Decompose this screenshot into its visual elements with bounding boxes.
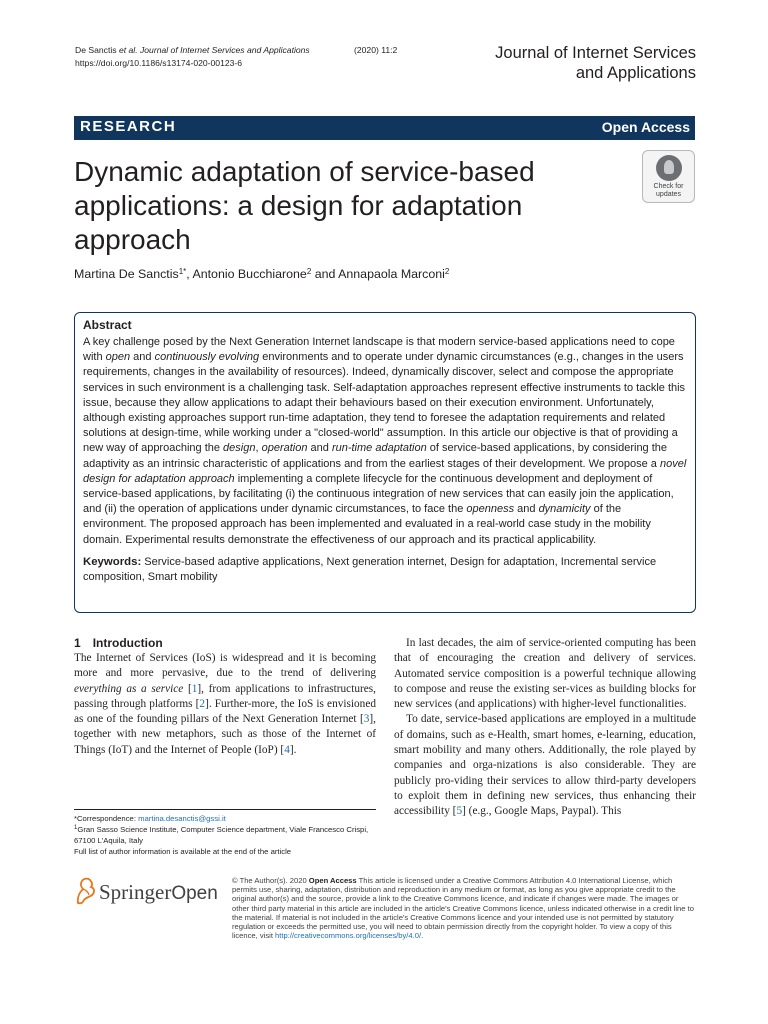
abstract-text-run: and: [307, 442, 332, 455]
citation-journal: Journal of Internet Services and Applications: [139, 45, 310, 55]
citation-link[interactable]: 5: [456, 805, 463, 818]
text-run: The Internet of Services (IoS) is widespread and it is becoming more and more pervasive, due to the trend of delivering: [74, 652, 376, 680]
license-text-run: .: [421, 931, 424, 941]
check-for-updates-icon: [656, 155, 682, 181]
citation-link[interactable]: 3: [363, 713, 370, 726]
springer-horse-icon: [74, 876, 96, 906]
check-for-updates-line2: updates: [656, 191, 681, 198]
license-open-access: Open Access: [308, 876, 357, 885]
body-column-right: [394, 636, 696, 820]
italic-run: everything as a service: [74, 682, 184, 695]
footnote-divider: [74, 809, 376, 810]
citation-link[interactable]: 1: [191, 682, 198, 695]
publisher-wordmark: [99, 880, 218, 905]
journal-name: [495, 43, 696, 83]
affiliation-sup: 1: [74, 825, 78, 831]
check-for-updates-label: [643, 183, 694, 199]
keywords-label: Keywords:: [83, 555, 142, 568]
abstract-italic-run: design: [223, 442, 256, 455]
author-affiliation-sup: 2: [444, 267, 450, 276]
abstract-italic-run: open: [105, 351, 131, 364]
text-run: To date, service-based applications are employed in a multitude of domains, such as e-Health, smart homes, e-learning, education, smart mobility and many others. Additionally, the role played by companies and orga-nizations is also considerable. They are publicly pro-viding their services to allow third-party developers to exploit them in defining new services, thus enhancing their accessibility [: [394, 713, 696, 818]
abstract-italic-run: operation: [261, 442, 308, 455]
abstract-italic-run: dynamicity: [538, 503, 591, 516]
text-run: [: [183, 682, 192, 695]
paragraph: In last decades, the aim of service-oriented computing has been that of encouraging the creation and delivery of services. Automated service composition is a powerful technique allowing to compose and reuse the existing ser-vices as building blocks for new services (and applications) with higher-level functionalities.: [394, 637, 696, 711]
check-for-updates-button[interactable]: [642, 150, 695, 203]
section-title: Introduction: [92, 636, 163, 650]
affiliation-text: Gran Sasso Science Institute, Computer Science department, Viale Francesco Crispi, 67100 L'Aquila, Italy: [74, 825, 369, 845]
section-heading: [74, 636, 376, 651]
author-affiliation-sup: 2: [306, 267, 312, 276]
citation-authors: De Sanctis: [75, 45, 119, 55]
abstract-text-run: ,: [255, 442, 262, 455]
abstract-heading: Abstract: [83, 318, 132, 332]
text-run: ], together with new metaphors, such as those of the Internet of Things (IoT) and the Internet of People (IoP) [: [74, 713, 376, 756]
abstract-text: [83, 335, 687, 548]
license-url-link[interactable]: http://creativecommons.org/licenses/by/4.0/: [275, 931, 422, 941]
abstract-text-run: of the environment. The proposed approach has been implemented and evaluated in a real-world case study in the mobility domain. Experimental results demonstrate the effectiveness of our approach and its practical applicability.: [83, 503, 651, 546]
paragraph: [74, 651, 376, 758]
license-text-run: © The Author(s). 2020: [232, 876, 309, 885]
abstract-italic-run: novel design for adaptation approach: [83, 457, 687, 485]
text-run: ], from applications to infrastructures, passing through platforms [: [74, 682, 376, 710]
abstract-text-run: and: [514, 503, 539, 516]
article-type-banner: [74, 116, 695, 140]
text-run: ].: [289, 743, 297, 756]
running-header-citation: [75, 44, 398, 70]
license-text-run: This article is licensed under a Creative Commons Attribution 4.0 International License, which permits use, sharing, adaptation, distribution and reproduction in any medium or format, as long as you give appropriate credit to the original author(s) and the source, provide a link to the Creative Commons licence, and indicate if changes were made. The images or other third party material in this article are included in the article's Creative Commons licence, unless indicated otherwise in a credit line to the material. If material is not included in the article's Creative Commons licence and your intended use is not permitted by statutory regulation or exceeds the permitted use, you will need to obtain permission directly from the copyright holder. To view a copy of this licence, visit: [232, 876, 694, 941]
abstract-italic-run: openness: [466, 503, 515, 516]
citation-etal: et al.: [118, 45, 138, 55]
citation-link[interactable]: 2: [199, 697, 206, 710]
correspondence-label: *Correspondence:: [74, 814, 139, 823]
journal-name-line2: and Applications: [575, 64, 696, 82]
publisher-logo: [74, 876, 224, 906]
abstract-text-run: and: [130, 351, 155, 364]
abstract-text-run: of service-based applications, by considering the adaptivity as an intrinsic characteristic of applications and from the earliest stages of their development. We propose a: [83, 442, 668, 470]
keywords: [83, 555, 687, 585]
abstract-italic-run: run-time adaptation: [331, 442, 427, 455]
publisher-suffix: Open: [171, 883, 218, 904]
body-column-left: [74, 636, 376, 758]
correspondence-email-link[interactable]: martina.desanctis@gssi.it: [138, 814, 226, 823]
abstract-text-run: A key challenge posed by the Next Generation Internet landscape is that modern service-based applications need to cope with: [83, 336, 675, 364]
abstract-text-run: environments and to operate under dynamic circumstances (e.g., changes in the users requirements, changes in the availability of resources). Indeed, dynamically discover, select and compose the appropriate services in such environment is a challenging task. Self-adaptation approaches represent effective instruments to tackle this issue, because they allow applications to adapt their behaviours based on their execution environment. Unfortunately, although existing approaches support run-time adaptation, they tend to foresee the adaptation requirements and related solutions at design-time, while working under a "closed-world" assumption. In this article our objective is that of providing a new way of approaching the: [83, 351, 686, 455]
article-title: Dynamic adaptation of service-based applications: a design for adaptation approach: [74, 156, 535, 255]
text-run: ]. Further-more, the IoS is envisioned as one of the founding pillars of the Next Generation Internet [: [74, 697, 376, 726]
check-for-updates-line1: Check for: [653, 183, 684, 190]
doi-link[interactable]: https://doi.org/10.1186/s13174-020-00123-6: [75, 58, 243, 68]
paragraph: [394, 712, 696, 819]
affiliation: [74, 824, 384, 846]
author-list: [74, 267, 449, 281]
section-number: 1: [74, 636, 81, 650]
keywords-list: Service-based adaptive applications, Next generation internet, Design for adaptation, Incremental service composition, Smart mobility: [83, 555, 657, 584]
citation-link[interactable]: 4: [284, 743, 290, 756]
author-name: Martina De Sanctis: [74, 267, 179, 281]
author-name: , Antonio Bucchiarone: [186, 267, 307, 281]
article-type-label: RESEARCH: [80, 118, 177, 135]
author-name: and Annapaola Marconi: [311, 267, 445, 281]
license-notice: [232, 876, 696, 940]
citation-year: (2020) 11:2: [354, 45, 398, 55]
abstract-italic-run: continuously evolving: [154, 351, 260, 364]
citation-line: [75, 44, 398, 57]
journal-name-line1: Journal of Internet Services: [495, 44, 696, 62]
footnotes: [74, 813, 384, 857]
correspondence: [74, 813, 384, 824]
author-affiliation-sup: 1*: [178, 267, 187, 276]
publisher-name: Springer: [99, 880, 172, 904]
open-access-label: Open Access: [601, 119, 690, 135]
abstract-text-run: implementing a complete lifecycle for the continuous development and deployment of service-based applications, by facilitating (i) the continuous integration of new services that can easily join the application, and (ii) the operation of applications under dynamic circumstances, to face the: [83, 472, 674, 516]
text-run: ] (e.g., Google Maps, Paypal). This: [462, 805, 622, 818]
author-info-note: Full list of author information is available at the end of the article: [74, 847, 292, 856]
abstract-box: [74, 312, 696, 613]
